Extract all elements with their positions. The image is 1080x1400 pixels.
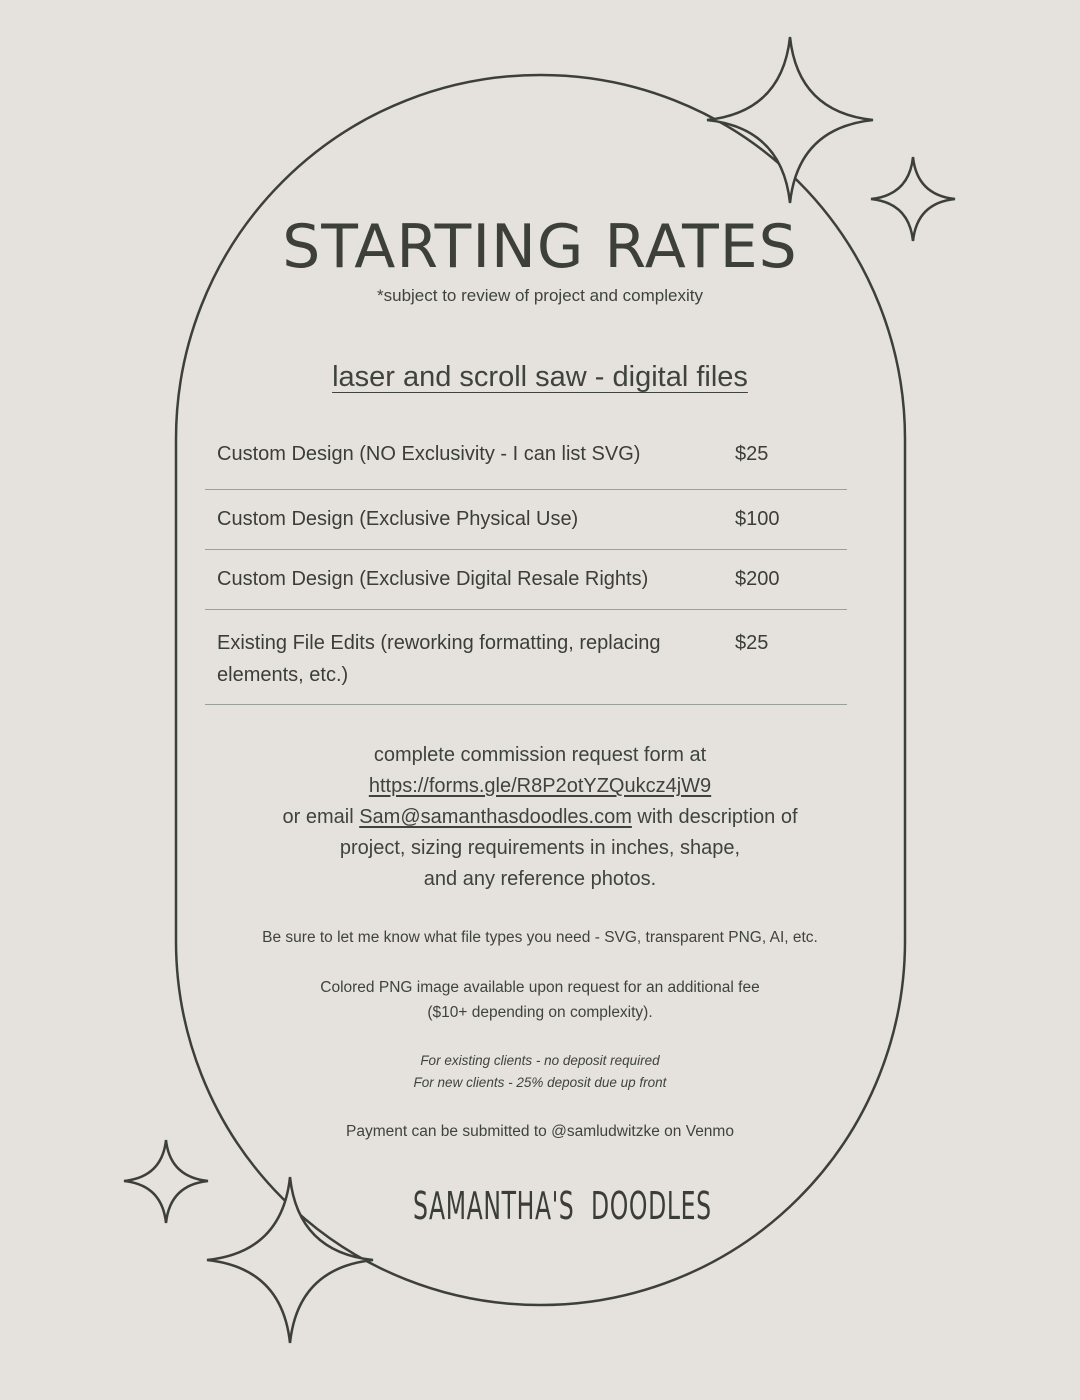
rate-price: $25: [735, 632, 769, 654]
request-line: and any reference photos.: [423, 868, 657, 890]
page-title: STARTING RATES: [282, 212, 798, 282]
logo-text-right: DOODLES: [590, 1184, 712, 1228]
rate-item: Existing File Edits (reworking formatting, replacing elements, etc.): [217, 632, 661, 686]
request-instructions: [0, 740, 1080, 895]
email-prefix: or email: [282, 806, 360, 828]
email-link[interactable]: Sam@samanthasdoodles.com: [359, 806, 632, 828]
request-line: complete commission request form at: [373, 744, 707, 766]
brand-logo: [360, 1160, 740, 1252]
rate-row: [205, 610, 847, 705]
deposit-note: For new clients - 25% deposit due up front: [413, 1075, 667, 1090]
request-line: project, sizing requirements in inches, shape,: [339, 837, 741, 859]
colored-png-note: ($10+ depending on complexity).: [427, 1004, 653, 1021]
sparkle-icon: [707, 37, 873, 203]
page-subtitle: *subject to review of project and complexity: [377, 286, 703, 305]
logo-text-left: SAMANTHA'S: [413, 1184, 575, 1228]
rate-row: [205, 490, 847, 550]
rates-table: [205, 420, 847, 705]
deposit-note: For existing clients - no deposit required: [420, 1053, 660, 1068]
file-types-note: Be sure to let me know what file types you need - SVG, transparent PNG, AI, etc.: [262, 929, 818, 946]
rate-item: Custom Design (Exclusive Digital Resale Rights): [217, 568, 649, 590]
rate-price: $100: [735, 508, 780, 530]
rate-row: [205, 420, 847, 490]
rate-price: $25: [735, 443, 769, 465]
rate-price: $200: [735, 568, 780, 590]
payment-note: Payment can be submitted to @samludwitzke on Venmo: [346, 1123, 734, 1140]
colored-png-note: Colored PNG image available upon request for an additional fee: [320, 979, 760, 996]
form-link[interactable]: https://forms.gle/R8P2otYZQukcz4jW9: [368, 775, 712, 797]
sparkle-icon: [207, 1177, 373, 1343]
rate-item: Custom Design (Exclusive Physical Use): [217, 508, 579, 530]
rate-item: Custom Design (NO Exclusivity - I can list SVG): [217, 443, 641, 465]
section-heading: laser and scroll saw - digital files: [332, 361, 748, 393]
sparkle-icon: [124, 1140, 208, 1223]
email-suffix: with description of: [631, 806, 798, 828]
rate-row: [205, 550, 847, 610]
email-line: [0, 802, 1080, 833]
